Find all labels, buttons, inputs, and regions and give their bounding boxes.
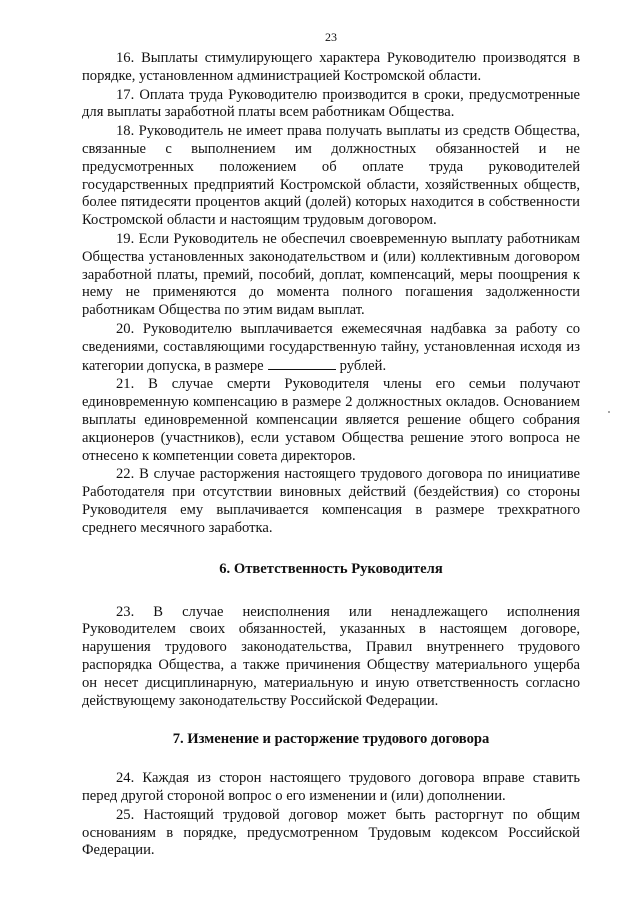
section-7-heading: 7. Изменение и расторжение трудового договора [172, 731, 490, 748]
paragraph-20 [82, 321, 580, 375]
page-number: 23 [325, 30, 337, 44]
paragraph-19: 19. Если Руководитель не обеспечил своевременную выплату работникам Общества установленных законодательством и (или) коллективным договором заработной платы, премий, пособий, доплат, компенсаций, меры поощрения к нему не применяются до момента полного погашения задолженности работникам Общества по этим видам выплат. [82, 230, 580, 319]
amount-blank-line [268, 357, 336, 370]
paragraph-23: 23. В случае неисполнения или ненадлежащего исполнения Руководителем своих обязанностей, указанных в настоящем договоре, нарушения трудового законодательства, Правил внутреннего трудового распорядка Общества, а также причинения Обществу материального ущерба он несет дисциплинарную, материальную и иную ответственность согласно действующему законодательству Российской Федерации. [82, 603, 580, 709]
paragraph-25: 25. Настоящий трудовой договор может быть расторгнут по общим основаниям в порядке, предусмотренном Трудовым кодексом Российской Федерации. [82, 806, 580, 859]
section-6-heading: 6. Ответственность Руководителя [219, 560, 443, 577]
paragraph-22: 22. В случае расторжения настоящего трудового договора по инициативе Работодателя при отсутствии виновных действий (бездействия) со стороны Руководителя ему выплачивается компенсация в размере трехкратного среднего месячного заработка. [82, 466, 580, 536]
paragraph-20-text: 20. Руководителю выплачивается ежемесячная надбавка за работу со сведениями, составляющими государственную тайну, установленная исходя из категории допуска, в размере [82, 320, 580, 374]
paragraph-17: 17. Оплата труда Руководителю производится в сроки, предусмотренные для выплаты заработной платы всем работникам Общества. [82, 86, 580, 121]
paragraph-16: 16. Выплаты стимулирующего характера Руководителю производятся в порядке, установленном администрацией Костромской области. [82, 50, 580, 84]
scan-speck [608, 411, 610, 413]
paragraph-24: 24. Каждая из сторон настоящего трудового договора вправе ставить перед другой стороной вопрос о его изменении и (или) дополнении. [82, 770, 580, 805]
paragraph-20-currency: рублей. [339, 357, 387, 374]
paragraph-21: 21. В случае смерти Руководителя члены его семьи получают единовременную компенсацию в размере 2 должностных окладов. Основанием выплаты единовременной компенсации является решение общего собрания акционеров (участников), если уставом Общества решение этого вопроса не отнесено к компетенции совета директоров. [82, 376, 580, 464]
paragraph-18: 18. Руководитель не имеет права получать выплаты из средств Общества, связанные с выполнением им должностных обязанностей и не предусмотренных положением об оплате труда руководителей государственных предприятий Костромской области, хозяйственных обществ, более пятидесяти процентов акций (долей) которых находится в собственности Костромской области и настоящим трудовым договором. [82, 123, 580, 229]
